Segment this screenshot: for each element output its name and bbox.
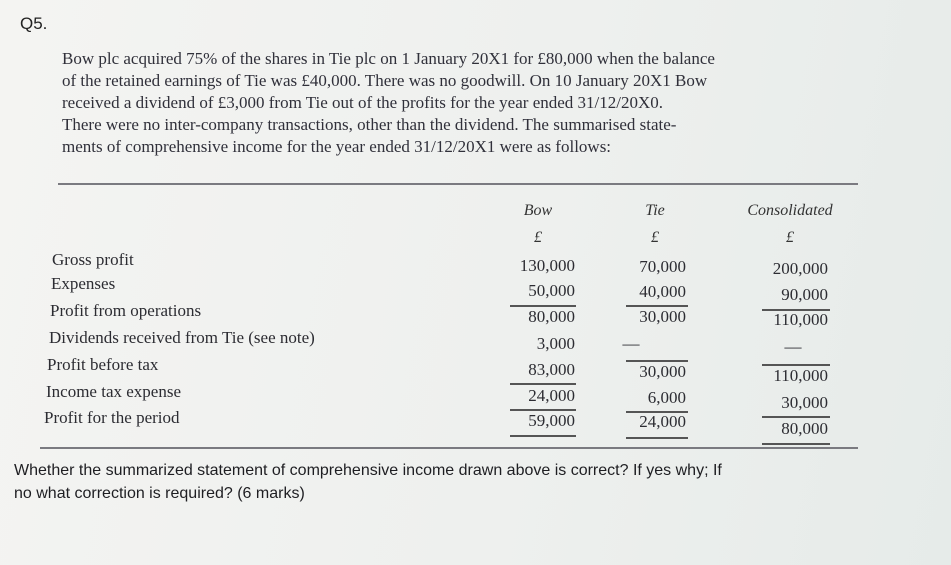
column-header-bow: Bow: [523, 202, 553, 219]
cell-bow-profit-for-period: 59,000: [528, 411, 575, 430]
row-label-income-tax-expense: Income tax expense: [46, 382, 181, 401]
currency-bow: £: [534, 229, 542, 246]
table-bottom-rule: [40, 447, 858, 449]
question-intro-paragraph: [62, 48, 862, 158]
underline-consolidated-dividends: [762, 364, 830, 366]
question-prompt-line-2: no what correction is required? (6 marks): [14, 485, 305, 502]
question-prompt: [14, 459, 934, 505]
underline-tie-income-tax: [626, 411, 688, 413]
cell-tie-profit-for-period: 24,000: [639, 412, 686, 431]
underline-bow-expenses: [510, 305, 576, 307]
row-label-gross-profit: Gross profit: [52, 250, 134, 269]
cell-consolidated-profit-before-tax: 110,000: [773, 366, 828, 385]
row-label-expenses: Expenses: [51, 274, 116, 293]
column-header-tie: Tie: [645, 202, 665, 219]
cell-bow-gross-profit: 130,000: [519, 256, 575, 275]
intro-line-1: Bow plc acquired 75% of the shares in Tie plc on 1 January 20X1 for £80,000 when the balance: [62, 49, 715, 68]
underline-bow-total: [510, 435, 576, 437]
cell-consolidated-dividends: —: [784, 337, 802, 356]
currency-consolidated: £: [786, 229, 794, 246]
underline-consolidated-expenses: [762, 309, 830, 311]
row-label-profit-before-tax: Profit before tax: [47, 355, 159, 374]
table-top-rule: [58, 183, 858, 185]
cell-bow-profit-from-operations: 80,000: [528, 307, 575, 326]
underline-bow-profit-before-tax: [510, 383, 576, 385]
cell-bow-expenses: 50,000: [528, 281, 575, 300]
row-label-profit-for-period: Profit for the period: [44, 408, 180, 427]
column-header-consolidated: Consolidated: [747, 202, 833, 219]
underline-consolidated-income-tax: [762, 416, 830, 418]
cell-tie-dividends: —: [622, 334, 640, 353]
underline-consolidated-total: [762, 443, 830, 445]
underline-tie-expenses: [626, 305, 688, 307]
cell-tie-expenses: 40,000: [639, 282, 686, 301]
intro-line-5: ments of comprehensive income for the year ended 31/12/20X1 were as follows:: [62, 137, 612, 156]
row-label-dividends-received: Dividends received from Tie (see note): [49, 328, 315, 347]
cell-consolidated-profit-from-operations: 110,000: [773, 310, 828, 329]
underline-bow-income-tax: [510, 409, 576, 411]
cell-consolidated-profit-for-period: 80,000: [781, 419, 828, 438]
row-label-profit-from-operations: Profit from operations: [50, 301, 202, 320]
cell-consolidated-gross-profit: 200,000: [772, 259, 828, 278]
cell-bow-profit-before-tax: 83,000: [528, 360, 575, 379]
cell-bow-income-tax: 24,000: [528, 386, 575, 405]
underline-tie-total: [626, 437, 688, 439]
cell-tie-income-tax: 6,000: [647, 388, 686, 407]
currency-tie: £: [651, 229, 659, 246]
intro-line-3: received a dividend of £3,000 from Tie out of the profits for the year ended 31/12/20X0.: [62, 93, 664, 112]
underline-tie-dividends: [626, 360, 688, 362]
intro-line-4: There were no inter-company transactions, other than the dividend. The summarised state-: [62, 115, 677, 134]
cell-tie-gross-profit: 70,000: [639, 257, 686, 276]
cell-consolidated-income-tax: 30,000: [781, 393, 828, 412]
intro-line-2: of the retained earnings of Tie was £40,000. There was no goodwill. On 10 January 20X1 Bow: [62, 71, 708, 90]
question-number: Q5.: [20, 14, 48, 33]
cell-tie-profit-before-tax: 30,000: [639, 362, 686, 381]
cell-bow-dividends: 3,000: [536, 334, 575, 353]
question-prompt-line-1: Whether the summarized statement of comprehensive income drawn above is correct? If yes why; If: [14, 462, 722, 479]
cell-tie-profit-from-operations: 30,000: [639, 307, 686, 326]
cell-consolidated-expenses: 90,000: [781, 285, 828, 304]
